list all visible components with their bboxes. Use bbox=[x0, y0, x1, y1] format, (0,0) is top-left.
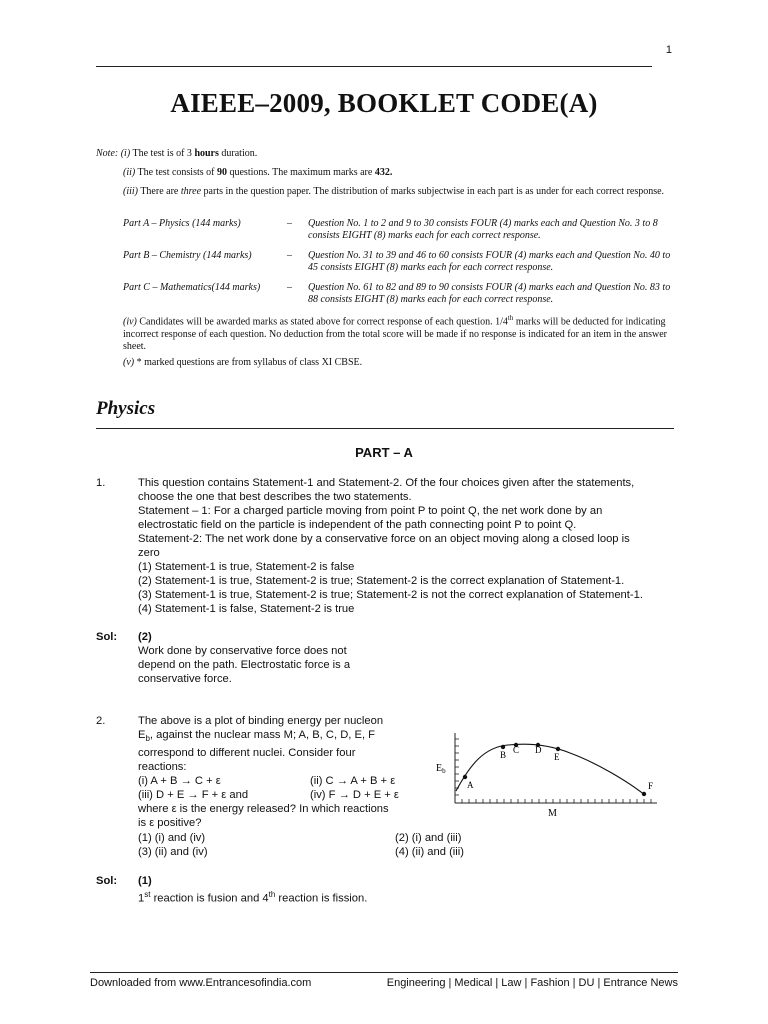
section-heading: Physics bbox=[96, 398, 156, 419]
note-i-num: (i) bbox=[120, 148, 131, 159]
note-iii-ital: three bbox=[180, 186, 202, 197]
graph-x-label: M bbox=[548, 808, 557, 819]
q1-sol-line: conservative force. bbox=[138, 673, 232, 685]
q2-sol-label: Sol: bbox=[96, 875, 118, 887]
point-a-marker bbox=[463, 775, 467, 779]
note-ii-bold2: 432. bbox=[374, 167, 393, 178]
part-b-dash: – bbox=[287, 250, 292, 261]
q2-sol-answer: (1) bbox=[138, 875, 152, 887]
q2-option: (4) (ii) and (iii) bbox=[395, 846, 464, 858]
point-c-label: C bbox=[513, 745, 520, 755]
note-ii-mid: questions. The maximum marks are bbox=[226, 167, 375, 178]
part-c-text: Question No. 61 to 82 and 89 to 90 consists FOUR (4) marks each and Question No. 83 to 88 consists EIGHT (8) marks each for each correct response. bbox=[308, 282, 671, 306]
binding-energy-graph bbox=[432, 725, 672, 820]
q2-sol-b: reaction is fusion and 4 bbox=[150, 892, 269, 905]
q1-solution bbox=[138, 630, 408, 686]
q2-option: (3) (ii) and (iv) bbox=[138, 846, 208, 858]
graph-y-label-sub: b bbox=[442, 767, 446, 775]
note-label: Note: bbox=[96, 148, 119, 159]
note-v-num: (v) bbox=[123, 357, 135, 368]
q1-sol-line: Work done by conservative force does not bbox=[138, 645, 347, 657]
q2-reaction: (i) A + B → C + ε bbox=[138, 775, 221, 788]
q2-number: 2. bbox=[96, 715, 106, 727]
q2-line: The above is a plot of binding energy per nucleon bbox=[138, 715, 384, 727]
graph-x-ticks bbox=[462, 799, 651, 803]
page-number: 1 bbox=[665, 44, 672, 56]
note-v bbox=[123, 357, 675, 369]
part-a-dash: – bbox=[287, 218, 292, 229]
q2-line: where ε is the energy released? In which reactions bbox=[138, 803, 389, 816]
q2-sol-sup1: st bbox=[144, 890, 151, 899]
q2-sol-line bbox=[138, 888, 538, 906]
point-b-label: B bbox=[500, 750, 507, 760]
note-iv-post: marks will be deducted for indicating incorrect response of each question. No deduction from the total score will be made if no response is indicated for an item in the answer sheet. bbox=[123, 316, 667, 353]
q2-option: (2) (i) and (iii) bbox=[395, 832, 462, 844]
note-iii-num: (iii) bbox=[123, 186, 138, 197]
q2-eb-main: E bbox=[138, 729, 146, 741]
note-i-pre: The test is of 3 bbox=[132, 148, 195, 159]
point-f-label: F bbox=[648, 781, 654, 791]
note-ii-num: (ii) bbox=[123, 167, 136, 178]
note-iii-pre: There are bbox=[140, 186, 181, 197]
note-iv-sup: th bbox=[507, 314, 514, 322]
note-i-bold: hours bbox=[194, 148, 219, 159]
part-heading: PART – A bbox=[355, 445, 413, 460]
q1-option: (1) Statement-1 is true, Statement-2 is false bbox=[138, 561, 355, 573]
point-e-marker bbox=[556, 747, 560, 751]
q1-number: 1. bbox=[96, 477, 106, 489]
note-iv bbox=[123, 312, 675, 354]
q1-option: (4) Statement-1 is false, Statement-2 is true bbox=[138, 603, 355, 615]
part-a-label: Part A – Physics (144 marks) bbox=[123, 218, 241, 229]
note-i bbox=[96, 148, 676, 160]
note-ii bbox=[123, 167, 683, 179]
note-ii-bold: 90 bbox=[216, 167, 227, 178]
note-ii-pre: The test consists of bbox=[137, 167, 217, 178]
q2-sol-sup2: th bbox=[268, 890, 276, 899]
q2-reaction-row bbox=[138, 788, 420, 802]
q2-reaction-row bbox=[138, 774, 420, 788]
note-v-text: * marked questions are from syllabus of class XI CBSE. bbox=[136, 357, 363, 368]
q2-reaction: (iii) D + E → F + ε and bbox=[138, 789, 249, 802]
footer-rule bbox=[90, 972, 678, 973]
q2-reaction: (ii) C → A + B + ε bbox=[310, 775, 396, 788]
q2-sol-a: 1 bbox=[138, 892, 145, 905]
graph-y-label bbox=[436, 763, 446, 775]
point-a-label: A bbox=[467, 780, 474, 790]
q1-line: Statement-2: The net work done by a conservative force on an object moving along a closed loop is bbox=[138, 533, 630, 545]
q1-line: Statement – 1: For a charged particle moving from point P to point Q, the net work done by an bbox=[138, 505, 603, 517]
part-a-text: Question No. 1 to 2 and 9 to 30 consists FOUR (4) marks each and Question No. 3 to 8 consists EIGHT (8) marks each for each correct response. bbox=[308, 218, 658, 242]
q2-line: against the nuclear mass M; A, B, C, D, E, F bbox=[156, 729, 376, 741]
section-rule bbox=[96, 428, 674, 429]
q2-line: correspond to different nuclei. Consider four bbox=[138, 747, 356, 760]
q2-eb-sub: b bbox=[145, 734, 150, 744]
q2-line-eb: $E_b$, against the nuclear mass M; A, B, C, D, E, F bbox=[138, 729, 376, 744]
q1-line: zero bbox=[138, 547, 160, 559]
q1-line: electrostatic field on the particle is independent of the path connecting point P to point Q. bbox=[138, 519, 577, 531]
q1-sol-line: depend on the path. Electrostatic force is a bbox=[138, 659, 351, 671]
part-b-text: Question No. 31 to 39 and 46 to 60 consists FOUR (4) marks each and Question No. 40 to 45 consists EIGHT (8) marks each for each correct response. bbox=[308, 250, 671, 274]
part-c-dash: – bbox=[287, 282, 292, 293]
binding-energy-curve bbox=[456, 744, 645, 795]
q1-sol-label: Sol: bbox=[96, 631, 118, 643]
q2-sol-c: reaction is fission. bbox=[275, 892, 368, 905]
q1-sol-answer: (2) bbox=[138, 631, 152, 643]
point-d-label: D bbox=[535, 745, 542, 755]
page-title: AIEEE–2009, BOOKLET CODE(A) bbox=[170, 88, 598, 118]
q1-line: choose the one that best describes the two statements. bbox=[138, 491, 412, 503]
header-rule bbox=[96, 66, 652, 67]
part-b-label: Part B – Chemistry (144 marks) bbox=[123, 250, 252, 261]
q2-solution bbox=[138, 874, 538, 906]
q2-line: is ε positive? bbox=[138, 817, 202, 830]
q1-body bbox=[138, 476, 678, 616]
point-b-marker bbox=[501, 745, 505, 749]
q2-line: reactions: bbox=[138, 761, 187, 774]
note-i-post: duration. bbox=[218, 148, 258, 159]
footer-categories: Engineering | Medical | Law | Fashion | DU | Entrance News bbox=[386, 977, 678, 989]
footer-source: Downloaded from www.Entrancesofindia.com bbox=[90, 977, 312, 989]
q1-option: (3) Statement-1 is true, Statement-2 is true; Statement-2 is not the correct explanation of Statement-1. bbox=[138, 589, 643, 601]
point-f-marker bbox=[642, 792, 646, 796]
note-iii-post: parts in the question paper. The distribution of marks subjectwise in each part is as under for each correct response. bbox=[201, 186, 665, 197]
q1-line: This question contains Statement-1 and Statement-2. Of the four choices given after the statements, bbox=[138, 477, 635, 489]
q2-reaction: (iv) F → D + E + ε bbox=[310, 789, 399, 802]
note-iv-pre: Candidates will be awarded marks as stated above for correct response of each question. 1/4 bbox=[139, 316, 508, 328]
part-c-label: Part C – Mathematics(144 marks) bbox=[123, 282, 261, 293]
q2-body bbox=[138, 714, 420, 830]
q2-option: (1) (i) and (iv) bbox=[138, 832, 206, 844]
note-iv-num: (iv) bbox=[123, 316, 137, 328]
graph-y-label-main: E bbox=[436, 763, 443, 774]
point-e-label: E bbox=[554, 752, 560, 762]
q1-option: (2) Statement-1 is true, Statement-2 is true; Statement-2 is the correct explanation of Statement-1. bbox=[138, 575, 625, 587]
note-iii bbox=[123, 186, 673, 198]
